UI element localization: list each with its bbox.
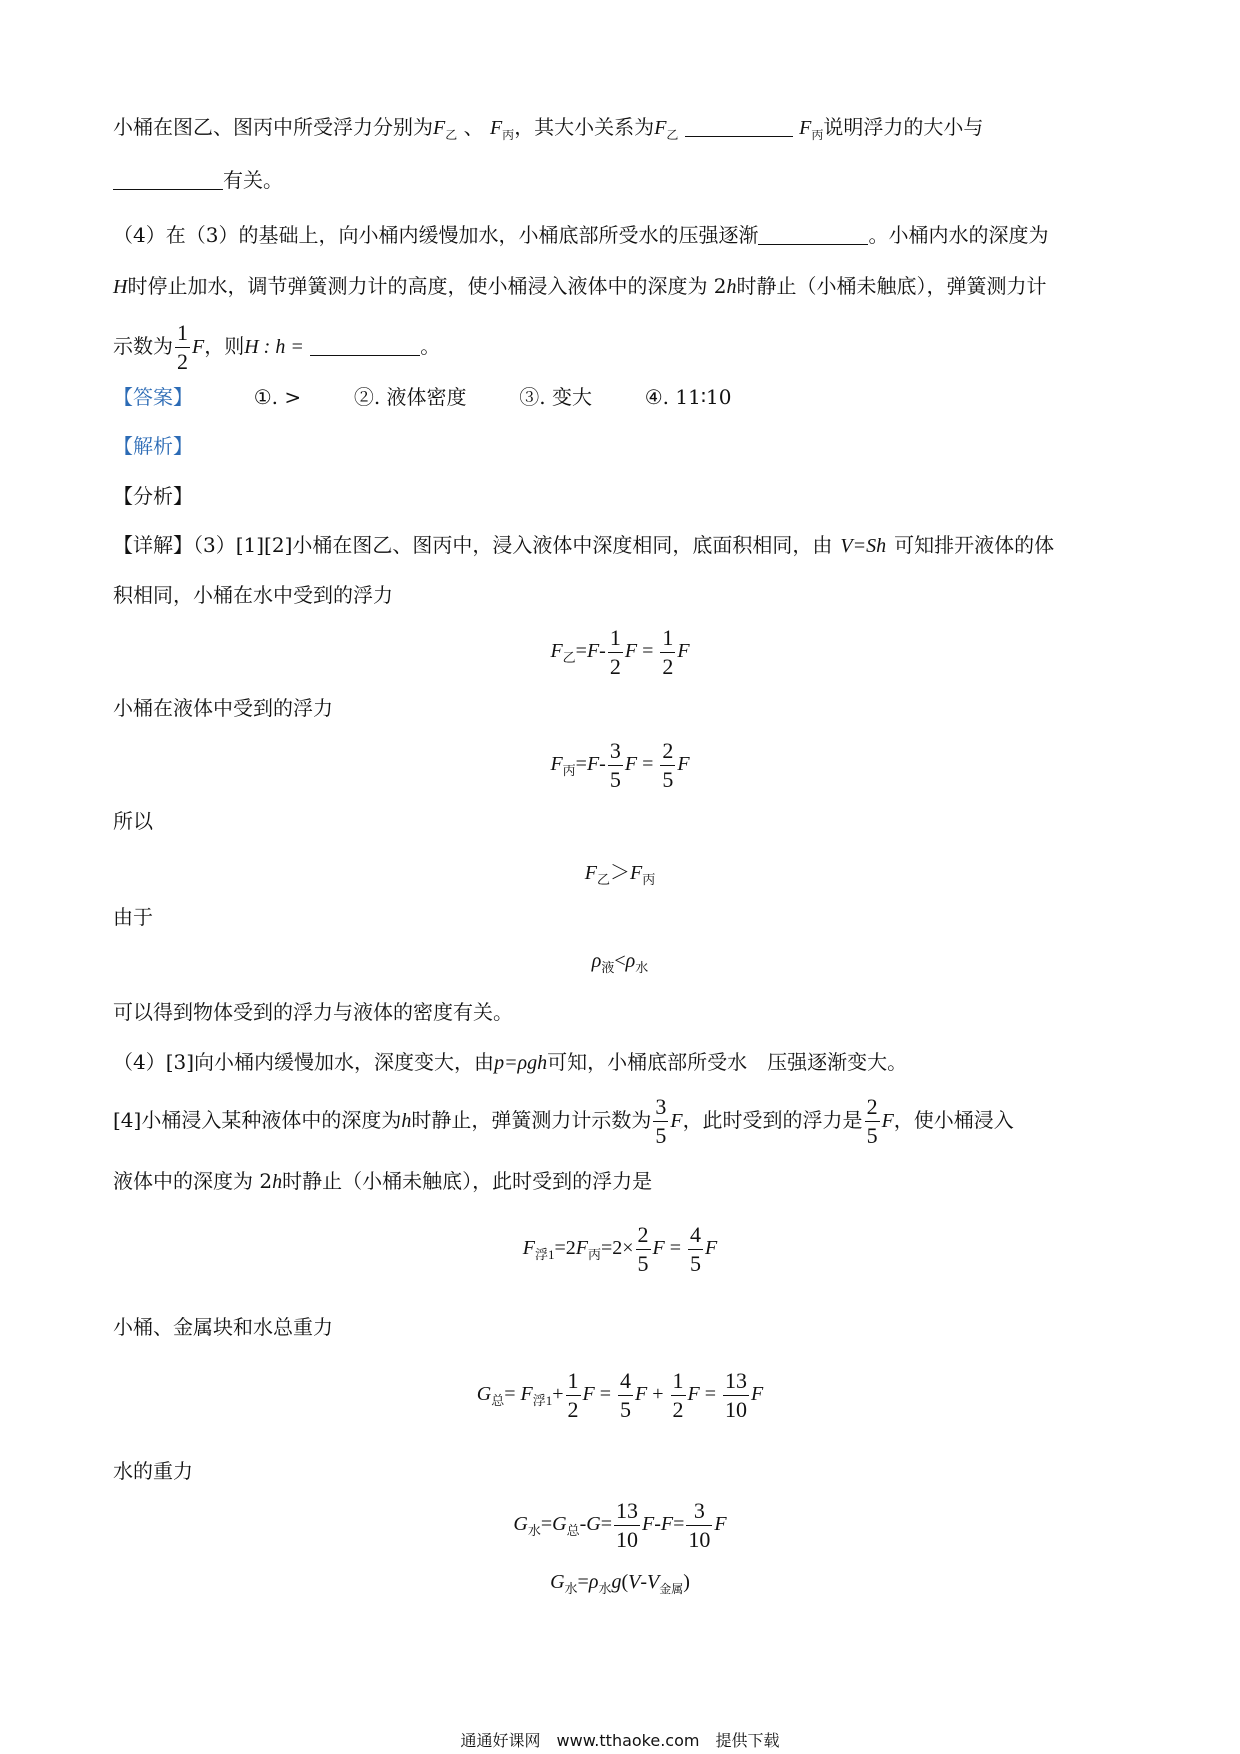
sym-G: G	[586, 1513, 601, 1536]
fenxi-tag: 【分析】	[113, 484, 193, 508]
fraction: $\frac{1}{2}$	[672, 1368, 684, 1422]
sym-F: F	[489, 117, 503, 139]
answer-3: ③. 变大	[519, 385, 592, 409]
sym-F: F	[670, 1110, 683, 1132]
fraction: $\frac{1}{2}$	[567, 1368, 579, 1422]
sym-F: F	[881, 1110, 894, 1132]
fraction: $\frac{1}{2}$	[662, 625, 674, 679]
answer-tag: 【答案】	[113, 385, 193, 409]
sym-F: F	[575, 1237, 588, 1260]
text: 可知，小桶底部所受水 压强逐渐变大。	[547, 1050, 908, 1074]
text: 时停止加水，调节弹簧测力计的高度，使小桶浸入液体中的深度为 2	[127, 274, 727, 298]
detail-line-4	[113, 806, 153, 836]
text: 水的重力	[113, 1459, 193, 1483]
sub: 乙	[596, 872, 610, 887]
text: ，其大小关系为	[514, 115, 655, 139]
fraction: $\frac{3}{10}$	[688, 1498, 711, 1552]
fraction: $\frac{13}{10}$	[725, 1368, 748, 1422]
sub: 浮1	[534, 1247, 555, 1263]
question-line-2	[113, 165, 283, 195]
sub: 水	[598, 1581, 612, 1596]
detail-line-3	[113, 693, 333, 723]
text: 时静止（小桶未触底），弹簧测力计	[736, 274, 1047, 298]
sym-F: F	[660, 1513, 674, 1536]
jiexi-heading	[113, 431, 193, 461]
sym-F: F	[433, 117, 446, 139]
sym-F: F	[799, 117, 812, 139]
answer-2: ②. 液体密度	[353, 385, 467, 409]
fraction: $\frac{3}{5}$	[655, 1094, 667, 1148]
sub: 丙	[562, 763, 576, 779]
text: 可知排开液体的体	[894, 533, 1055, 557]
text: 小桶在液体中受到的浮力	[113, 696, 333, 720]
text: （4）在（3）的基础上，向小桶内缓慢加水，小桶底部所受水的压强逐渐	[113, 223, 759, 247]
sym-h: h	[726, 276, 737, 298]
sym-F: F	[586, 640, 600, 663]
sym-F: F	[642, 1513, 655, 1536]
equation-5: $F_{浮1}=2F_丙=2\times$ $\frac{2}{5}$ F = $\frac{4}{5}$ F	[522, 1222, 718, 1276]
answer-line	[113, 382, 731, 412]
detail-line-9	[113, 1166, 652, 1197]
detail-line-10	[113, 1312, 333, 1342]
sym-F: F	[624, 753, 638, 776]
question-line-1	[113, 112, 983, 150]
sym-F: F	[652, 1237, 665, 1260]
sym-F: F	[584, 862, 597, 884]
sym-F: F	[192, 336, 205, 358]
sub: 浮1	[532, 1393, 553, 1409]
question-line-3	[113, 220, 1048, 250]
answer-blank-3[interactable]	[758, 226, 868, 245]
text: ，此时受到的浮力是	[682, 1108, 863, 1132]
text: 示数为	[113, 334, 173, 358]
question-line-4	[113, 271, 1047, 302]
sym-F: F	[624, 640, 638, 663]
text: ，使小桶浸入	[893, 1108, 1014, 1132]
text: 。小桶内水的深度为	[868, 223, 1049, 247]
sym-h: h	[401, 1110, 412, 1132]
detail-line-6	[113, 997, 513, 1027]
fraction: $\frac{1}{2}$	[609, 625, 621, 679]
ratio-expr: H : h =	[244, 336, 304, 358]
formula-p: p=ρgh	[494, 1052, 548, 1074]
detail-line-2	[113, 580, 393, 610]
sym-G: G	[513, 1513, 528, 1536]
gt: ＞	[610, 862, 630, 884]
sym-G: G	[476, 1383, 492, 1406]
sub: 总	[566, 1523, 580, 1539]
sym-F: F	[714, 1513, 727, 1536]
sub: 乙	[562, 650, 576, 666]
sym-rho: ρ	[591, 950, 602, 972]
text: 由于	[113, 905, 153, 929]
sym-F: F	[630, 862, 643, 884]
fraction: $\frac{2}{5}$	[866, 1094, 878, 1148]
sym-H: H	[113, 276, 128, 298]
sub: 乙	[445, 128, 458, 142]
text: 可以得到物体受到的浮力与液体的密度有关。	[113, 1000, 513, 1024]
sym-F: F	[677, 753, 690, 776]
text: [4]小桶浸入某种液体中的深度为	[113, 1108, 402, 1132]
text: 时静止，弹簧测力计示数为	[411, 1108, 652, 1132]
sub: 水	[635, 960, 649, 975]
answer-1: ①. >	[253, 385, 302, 409]
fraction: $\frac{2}{5}$	[637, 1222, 649, 1276]
sym-G: G	[550, 1571, 565, 1593]
text: 有关。	[223, 168, 283, 192]
equation-7: $G_水=G_总-G=$ $\frac{13}{10}$ F-F= $\frac{3}{10}$ F	[513, 1498, 727, 1552]
detail-line-1	[113, 530, 1054, 561]
text: 小桶、金属块和水总重力	[113, 1315, 333, 1339]
detail-line-11	[113, 1456, 193, 1486]
sub: 水	[564, 1581, 578, 1596]
sub: 丙	[587, 1247, 601, 1263]
sub: 丙	[642, 872, 656, 887]
sub: 乙	[666, 128, 679, 142]
sym-F: F	[677, 640, 690, 663]
fraction: $\frac{3}{5}$	[609, 738, 621, 792]
sub: 液	[601, 960, 615, 975]
sym-F: F	[520, 1383, 533, 1406]
text: ，则	[204, 334, 245, 358]
text: 。	[420, 334, 441, 358]
equation-6: $G_总= F_{浮1}+$ $\frac{1}{2}$ F = $\frac{4}{5}$ F + $\frac{1}{2}$ F = $\frac{13}{10}$ F	[476, 1368, 764, 1422]
equation-1: $F_乙=F-$ $\frac{1}{2}$ F = $\frac{1}{2}$ F	[550, 625, 690, 679]
sym-F: F	[582, 1383, 595, 1406]
equation-3	[0, 856, 1240, 888]
fraction-1-2: $\frac{1}{2}$	[177, 320, 188, 374]
text: 、	[463, 115, 484, 139]
text: 小桶在图乙、图丙中所受浮力分别为	[113, 115, 433, 139]
sym-G: G	[552, 1513, 567, 1536]
equation-8: $G_水=\rho_水g(V-V_{金属})$	[550, 1571, 690, 1596]
sub: 水	[527, 1523, 541, 1539]
formula-vsh: V=Sh	[840, 535, 887, 557]
detail-line-8	[113, 1096, 1014, 1147]
sym-F: F	[586, 753, 600, 776]
equation-2: $F_丙=F-$ $\frac{3}{5}$ F = $\frac{2}{5}$ F	[550, 738, 690, 792]
fraction: $\frac{2}{5}$	[662, 738, 674, 792]
text: 所以	[113, 809, 153, 833]
text: （4）[3]向小桶内缓慢加水，深度变大，由	[113, 1050, 495, 1074]
detail-line-7	[113, 1047, 907, 1078]
sym-F: F	[635, 1383, 648, 1406]
sub: 丙	[502, 128, 515, 142]
fraction: $\frac{13}{10}$	[616, 1498, 638, 1552]
answer-blank-4[interactable]	[310, 337, 420, 356]
text: 时静止（小桶未触底），此时受到的浮力是	[282, 1169, 653, 1193]
detail-line-5	[113, 902, 153, 932]
sym-F: F	[522, 1237, 535, 1260]
equation-4	[0, 950, 1240, 976]
text: 说明浮力的大小与	[823, 115, 984, 139]
sym-F: F	[705, 1237, 718, 1260]
sym-rho: ρ	[625, 950, 636, 972]
sym-F: F	[550, 640, 563, 663]
text: 液体中的深度为 2	[113, 1169, 273, 1193]
question-line-5	[113, 322, 440, 373]
jiexi-tag: 【解析】	[113, 434, 193, 458]
text: 【详解】（3）[1][2]小桶在图乙、图丙中，浸入液体中深度相同，底面积相同，由	[113, 533, 833, 557]
sub: 丙	[811, 128, 824, 142]
fraction: $\frac{4}{5}$	[620, 1368, 632, 1422]
sym-F: F	[550, 753, 563, 776]
page-footer: 通通好课网 www.tthaoke.com 提供下载	[460, 1731, 780, 1750]
text: 积相同，小桶在水中受到的浮力	[113, 583, 393, 607]
answer-blank-1[interactable]	[685, 118, 793, 137]
sub: 总	[491, 1393, 505, 1409]
answer-blank-2[interactable]	[113, 171, 223, 190]
sym-F: F	[654, 117, 667, 139]
lt: <	[614, 950, 626, 972]
sym-F: F	[751, 1383, 764, 1406]
sym-rho: ρ	[588, 1571, 599, 1593]
sub: 金属	[659, 1582, 684, 1596]
fenxi-heading	[113, 481, 193, 511]
answer-4: ④. 11∶10	[644, 385, 732, 409]
sym-h: h	[272, 1171, 283, 1193]
fraction: $\frac{4}{5}$	[690, 1222, 702, 1276]
sym-F: F	[687, 1383, 700, 1406]
